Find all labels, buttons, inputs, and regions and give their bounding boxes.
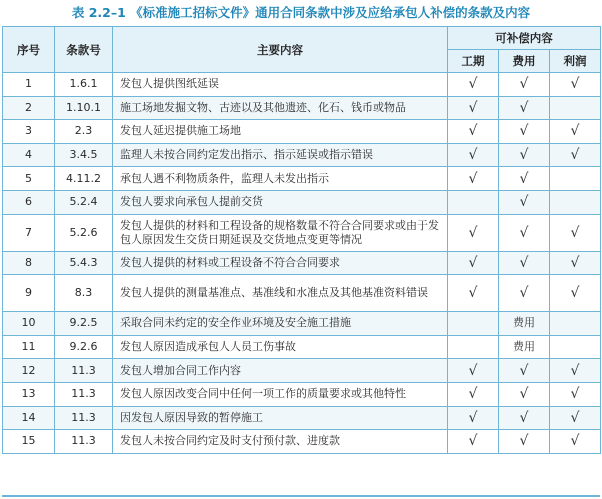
row-content-cell: 采取合同未约定的安全作业环境及安全施工措施 (113, 312, 448, 336)
row-seq-cell: 8 (3, 251, 55, 275)
row-seq-cell: 1 (3, 73, 55, 97)
row-clause-cell: 1.10.1 (55, 96, 113, 120)
row-clause-cell: 11.3 (55, 430, 113, 454)
row-clause-cell: 5.2.6 (55, 214, 113, 251)
row-clause-cell: 5.4.3 (55, 251, 113, 275)
row-seq-cell: 3 (3, 120, 55, 144)
header-content: 主要内容 (113, 27, 448, 73)
table-row (3, 120, 601, 144)
row-profit-cell: √ (550, 406, 601, 430)
table-row (3, 312, 601, 336)
table-bottom-rule (2, 495, 600, 497)
row-time-cell: √ (448, 382, 499, 406)
table-row (3, 275, 601, 312)
row-clause-cell: 11.3 (55, 406, 113, 430)
header-seq: 序号 (3, 27, 55, 73)
row-profit-cell (550, 335, 601, 359)
row-seq-cell: 7 (3, 214, 55, 251)
row-seq-cell: 2 (3, 96, 55, 120)
header-time: 工期 (448, 50, 499, 73)
row-time-cell: √ (448, 73, 499, 97)
table-row (3, 96, 601, 120)
row-seq-cell: 14 (3, 406, 55, 430)
row-profit-cell: √ (550, 275, 601, 312)
table-row (3, 382, 601, 406)
table-caption: 表 2.2–1 《标准施工招标文件》通用合同条款中涉及应给承包人补偿的条款及内容 (71, 5, 531, 20)
row-cost-cell: √ (499, 96, 550, 120)
row-clause-cell: 8.3 (55, 275, 113, 312)
row-clause-cell: 5.2.4 (55, 190, 113, 214)
row-cost-cell: √ (499, 359, 550, 383)
row-profit-cell (550, 190, 601, 214)
row-content-cell: 发包人原因造成承包人人员工伤事故 (113, 335, 448, 359)
row-clause-cell: 9.2.6 (55, 335, 113, 359)
table-row (3, 214, 601, 251)
row-time-cell: √ (448, 214, 499, 251)
compensation-table (2, 26, 601, 454)
row-time-cell: √ (448, 251, 499, 275)
row-seq-cell: 12 (3, 359, 55, 383)
row-seq-cell: 15 (3, 430, 55, 454)
table-row (3, 335, 601, 359)
row-profit-cell: √ (550, 73, 601, 97)
row-clause-cell: 11.3 (55, 382, 113, 406)
row-profit-cell: √ (550, 382, 601, 406)
table-row (3, 406, 601, 430)
row-time-cell (448, 335, 499, 359)
row-time-cell: √ (448, 359, 499, 383)
header-cost: 费用 (499, 50, 550, 73)
row-content-cell: 承包人遇不利物质条件，监理人未发出指示 (113, 167, 448, 191)
row-seq-cell: 9 (3, 275, 55, 312)
row-cost-cell: √ (499, 120, 550, 144)
row-time-cell (448, 190, 499, 214)
row-profit-cell: √ (550, 143, 601, 167)
row-clause-cell: 2.3 (55, 120, 113, 144)
row-profit-cell: √ (550, 214, 601, 251)
row-time-cell: √ (448, 96, 499, 120)
row-cost-cell: √ (499, 73, 550, 97)
row-content-cell: 发包人提供的材料和工程设备的规格数量不符合合同要求或由于发包人原因发生交货日期延误及交货地点变更等情况 (113, 214, 448, 251)
row-content-cell: 发包人提供图纸延误 (113, 73, 448, 97)
table-row (3, 430, 601, 454)
header-compensation-group: 可补偿内容 (448, 27, 601, 50)
row-profit-cell (550, 96, 601, 120)
row-time-cell: √ (448, 275, 499, 312)
row-cost-cell: 费用 (499, 335, 550, 359)
header-clause: 条款号 (55, 27, 113, 73)
row-cost-cell: √ (499, 406, 550, 430)
row-cost-cell: √ (499, 214, 550, 251)
row-seq-cell: 10 (3, 312, 55, 336)
row-time-cell: √ (448, 120, 499, 144)
table-body (3, 73, 601, 454)
row-content-cell: 监理人未按合同约定发出指示、指示延误或指示错误 (113, 143, 448, 167)
row-cost-cell: √ (499, 430, 550, 454)
row-content-cell: 发包人延迟提供施工场地 (113, 120, 448, 144)
row-clause-cell: 11.3 (55, 359, 113, 383)
row-time-cell: √ (448, 143, 499, 167)
row-clause-cell: 1.6.1 (55, 73, 113, 97)
row-time-cell (448, 312, 499, 336)
row-clause-cell: 9.2.5 (55, 312, 113, 336)
row-content-cell: 发包人提供的材料或工程设备不符合合同要求 (113, 251, 448, 275)
row-content-cell: 发包人原因改变合同中任何一项工作的质量要求或其他特性 (113, 382, 448, 406)
row-clause-cell: 3.4.5 (55, 143, 113, 167)
row-time-cell: √ (448, 167, 499, 191)
table-row (3, 143, 601, 167)
row-cost-cell: √ (499, 143, 550, 167)
row-content-cell: 因发包人原因导致的暂停施工 (113, 406, 448, 430)
row-profit-cell: √ (550, 251, 601, 275)
row-cost-cell: 费用 (499, 312, 550, 336)
table-row (3, 251, 601, 275)
row-time-cell: √ (448, 406, 499, 430)
row-content-cell: 发包人增加合同工作内容 (113, 359, 448, 383)
row-cost-cell: √ (499, 251, 550, 275)
row-profit-cell (550, 167, 601, 191)
row-time-cell: √ (448, 430, 499, 454)
row-seq-cell: 13 (3, 382, 55, 406)
row-content-cell: 发包人要求向承包人提前交货 (113, 190, 448, 214)
row-seq-cell: 4 (3, 143, 55, 167)
row-content-cell: 发包人提供的测量基准点、基准线和水准点及其他基准资料错误 (113, 275, 448, 312)
table-row (3, 73, 601, 97)
table-row (3, 167, 601, 191)
row-seq-cell: 5 (3, 167, 55, 191)
row-profit-cell: √ (550, 430, 601, 454)
row-seq-cell: 11 (3, 335, 55, 359)
row-cost-cell: √ (499, 382, 550, 406)
header-profit: 利润 (550, 50, 601, 73)
header-row (3, 27, 601, 50)
row-cost-cell: √ (499, 275, 550, 312)
row-content-cell: 发包人未按合同约定及时支付预付款、进度款 (113, 430, 448, 454)
row-cost-cell: √ (499, 190, 550, 214)
row-profit-cell: √ (550, 359, 601, 383)
row-seq-cell: 6 (3, 190, 55, 214)
table-row (3, 359, 601, 383)
table-row (3, 190, 601, 214)
row-content-cell: 施工场地发掘文物、古迹以及其他遗迹、化石、钱币或物品 (113, 96, 448, 120)
row-clause-cell: 4.11.2 (55, 167, 113, 191)
row-profit-cell (550, 312, 601, 336)
row-cost-cell: √ (499, 167, 550, 191)
row-profit-cell: √ (550, 120, 601, 144)
